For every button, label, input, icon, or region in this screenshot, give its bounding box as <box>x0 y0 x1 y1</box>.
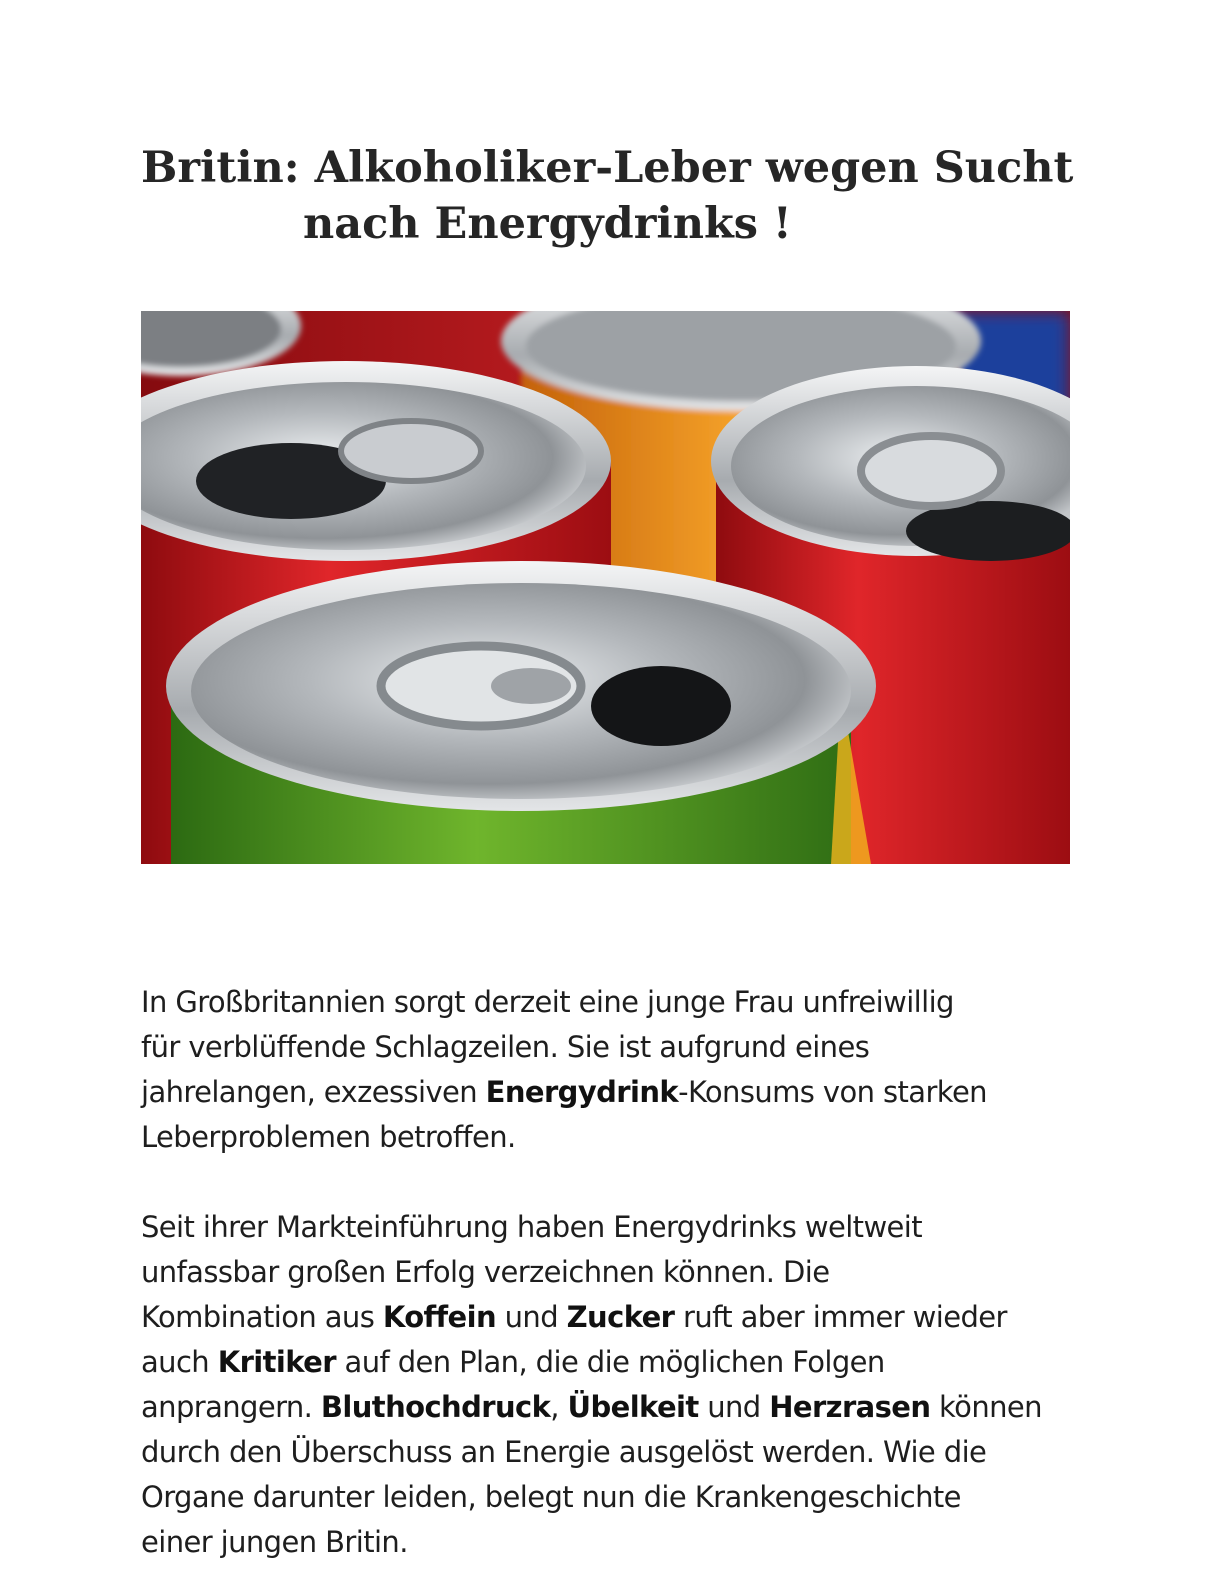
text-segment: und <box>496 1300 567 1334</box>
text-segment: -Konsums von starken <box>678 1075 987 1109</box>
text-segment: anprangern. <box>141 1390 321 1424</box>
text-line <box>141 1385 1121 1430</box>
text-line: Leberproblemen betroffen. <box>141 1120 516 1154</box>
text-line: unfassbar großen Erfolg verzeichnen können. Die <box>141 1255 830 1289</box>
text-segment: jahrelangen, exzessiven <box>141 1075 486 1109</box>
text-line <box>141 1070 1121 1115</box>
keyword-uebelkeit: Übelkeit <box>567 1390 699 1424</box>
title-line-1: Britin: Alkoholiker-Leber wegen Sucht <box>141 143 1074 193</box>
text-segment: , <box>550 1390 568 1424</box>
text-segment: auch <box>141 1345 218 1379</box>
text-segment: können <box>930 1390 1042 1424</box>
keyword-bluthochdruck: Bluthochdruck <box>320 1390 551 1424</box>
text-line: In Großbritannien sorgt derzeit eine junge Frau unfreiwillig <box>141 985 954 1019</box>
text-segment: Kombination aus <box>141 1300 383 1334</box>
text-line: für verblüffende Schlagzeilen. Sie ist aufgrund eines <box>141 1030 870 1064</box>
keyword-kritiker: Kritiker <box>217 1345 336 1379</box>
paragraph-1 <box>141 980 1121 1160</box>
text-segment: ruft aber immer wieder <box>674 1300 1007 1334</box>
keyword-herzrasen: Herzrasen <box>769 1390 931 1424</box>
article-body <box>141 980 1121 1565</box>
keyword-koffein: Koffein <box>382 1300 497 1334</box>
text-line <box>141 1340 1121 1385</box>
text-segment: auf den Plan, die die möglichen Folgen <box>335 1345 885 1379</box>
text-line <box>141 1295 1121 1340</box>
paragraph-2 <box>141 1205 1121 1565</box>
keyword-zucker: Zucker <box>566 1300 675 1334</box>
text-line: einer jungen Britin. <box>141 1525 408 1559</box>
text-segment: und <box>698 1390 770 1424</box>
text-line: Seit ihrer Markteinführung haben Energydrinks weltweit <box>141 1210 923 1244</box>
title-line-2: nach Energydrinks ! <box>303 199 792 249</box>
energy-drink-cans-photo <box>141 311 1070 864</box>
text-line: Organe darunter leiden, belegt nun die Krankengeschichte <box>141 1480 961 1514</box>
article-title <box>141 140 1101 252</box>
text-line: durch den Überschuss an Energie ausgelöst werden. Wie die <box>141 1435 987 1469</box>
keyword-energydrink: Energydrink <box>485 1075 679 1109</box>
